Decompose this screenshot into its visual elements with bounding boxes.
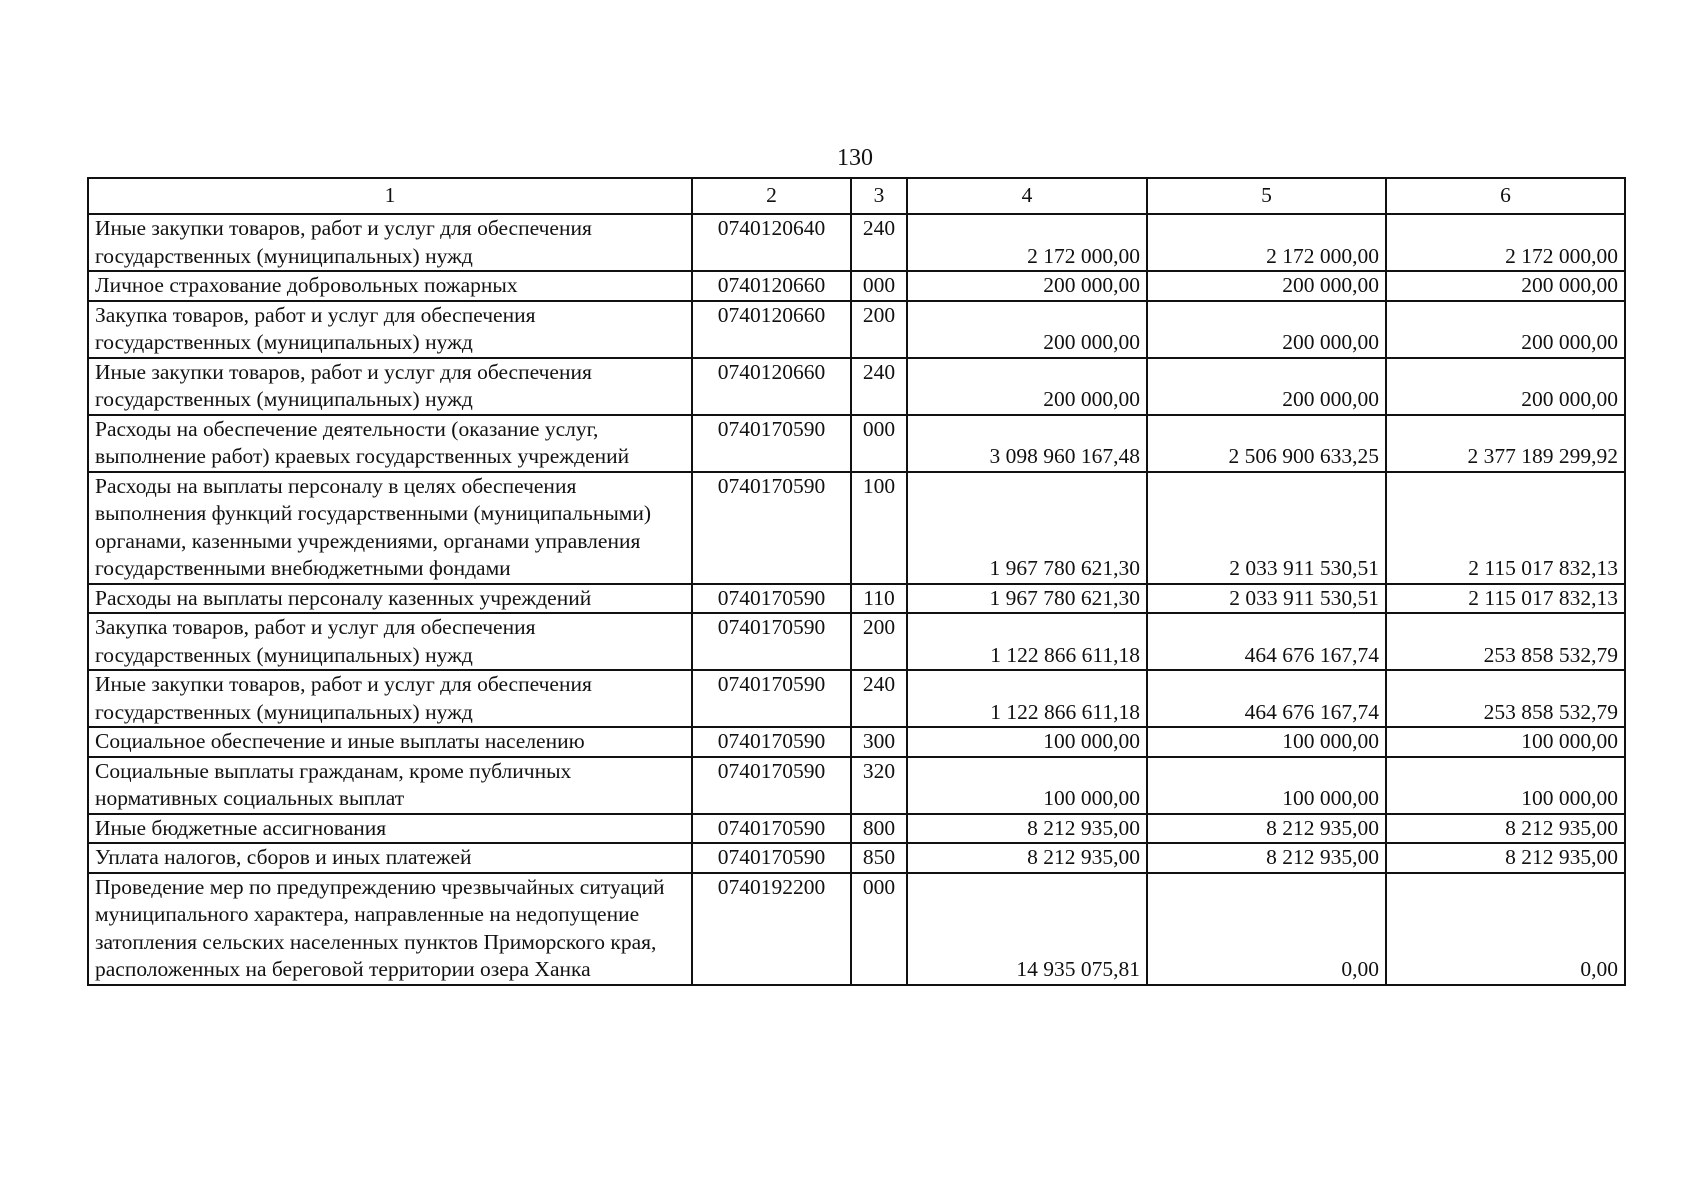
row-code: 0740192200: [692, 873, 851, 985]
row-code: 0740170590: [692, 814, 851, 844]
row-value-6: 2 172 000,00: [1386, 214, 1625, 271]
row-value-5: 464 676 167,74: [1147, 670, 1386, 727]
table-row: [88, 301, 1625, 358]
header-col-1: 1: [88, 178, 692, 214]
row-code: 0740170590: [692, 843, 851, 873]
row-code: 0740120660: [692, 301, 851, 358]
row-type: 200: [851, 613, 907, 670]
row-value-5: 100 000,00: [1147, 727, 1386, 757]
row-code: 0740120640: [692, 214, 851, 271]
row-type: 110: [851, 584, 907, 614]
header-col-6: 6: [1386, 178, 1625, 214]
row-name: Иные закупки товаров, работ и услуг для обеспечения государственных (муниципальных) нужд: [88, 214, 692, 271]
header-col-3: 3: [851, 178, 907, 214]
row-value-4: 200 000,00: [907, 301, 1147, 358]
row-code: 0740170590: [692, 584, 851, 614]
row-value-6: 8 212 935,00: [1386, 814, 1625, 844]
row-type: 300: [851, 727, 907, 757]
row-name: Проведение мер по предупреждению чрезвычайных ситуаций муниципального характера, направленные на недопущение затопления сельских населенных пунктов Приморского края, расположенных на береговой территории озера Ханка: [88, 873, 692, 985]
row-type: 850: [851, 843, 907, 873]
row-code: 0740170590: [692, 727, 851, 757]
row-value-6: 200 000,00: [1386, 358, 1625, 415]
row-code: 0740170590: [692, 472, 851, 584]
row-code: 0740170590: [692, 757, 851, 814]
table-row: [88, 814, 1625, 844]
row-code: 0740170590: [692, 613, 851, 670]
row-value-4: 1 122 866 611,18: [907, 670, 1147, 727]
row-value-5: 2 033 911 530,51: [1147, 584, 1386, 614]
row-value-4: 3 098 960 167,48: [907, 415, 1147, 472]
row-value-5: 200 000,00: [1147, 358, 1386, 415]
table-body: [88, 214, 1625, 985]
row-type: 240: [851, 214, 907, 271]
row-value-5: 464 676 167,74: [1147, 613, 1386, 670]
row-name: Социальные выплаты гражданам, кроме публичных нормативных социальных выплат: [88, 757, 692, 814]
row-type: 200: [851, 301, 907, 358]
row-value-5: 2 172 000,00: [1147, 214, 1386, 271]
table-row: [88, 757, 1625, 814]
row-value-5: 200 000,00: [1147, 271, 1386, 301]
header-col-4: 4: [907, 178, 1147, 214]
row-value-5: 200 000,00: [1147, 301, 1386, 358]
table-row: [88, 358, 1625, 415]
row-value-6: 2 115 017 832,13: [1386, 472, 1625, 584]
row-value-4: 200 000,00: [907, 271, 1147, 301]
row-name: Расходы на обеспечение деятельности (оказание услуг, выполнение работ) краевых государственных учреждений: [88, 415, 692, 472]
table-row: [88, 727, 1625, 757]
table-row: [88, 214, 1625, 271]
row-value-6: 2 377 189 299,92: [1386, 415, 1625, 472]
row-code: 0740170590: [692, 415, 851, 472]
row-value-4: 8 212 935,00: [907, 843, 1147, 873]
row-value-4: 14 935 075,81: [907, 873, 1147, 985]
table-row: [88, 873, 1625, 985]
row-value-4: 8 212 935,00: [907, 814, 1147, 844]
table-row: [88, 472, 1625, 584]
row-name: Иные бюджетные ассигнования: [88, 814, 692, 844]
row-type: 100: [851, 472, 907, 584]
header-col-5: 5: [1147, 178, 1386, 214]
row-name: Личное страхование добровольных пожарных: [88, 271, 692, 301]
row-code: 0740170590: [692, 670, 851, 727]
table-row: [88, 670, 1625, 727]
row-value-4: 2 172 000,00: [907, 214, 1147, 271]
row-type: 000: [851, 873, 907, 985]
row-value-4: 200 000,00: [907, 358, 1147, 415]
table-row: [88, 843, 1625, 873]
row-value-6: 253 858 532,79: [1386, 613, 1625, 670]
page-number: 130: [837, 145, 873, 171]
row-value-6: 100 000,00: [1386, 727, 1625, 757]
row-name: Уплата налогов, сборов и иных платежей: [88, 843, 692, 873]
row-type: 800: [851, 814, 907, 844]
row-value-6: 100 000,00: [1386, 757, 1625, 814]
row-type: 000: [851, 271, 907, 301]
row-value-4: 1 122 866 611,18: [907, 613, 1147, 670]
table-row: [88, 271, 1625, 301]
row-value-6: 200 000,00: [1386, 271, 1625, 301]
table-row: [88, 415, 1625, 472]
row-code: 0740120660: [692, 271, 851, 301]
row-type: 240: [851, 670, 907, 727]
row-name: Иные закупки товаров, работ и услуг для обеспечения государственных (муниципальных) нужд: [88, 358, 692, 415]
row-name: Закупка товаров, работ и услуг для обеспечения государственных (муниципальных) нужд: [88, 301, 692, 358]
row-type: 000: [851, 415, 907, 472]
header-col-2: 2: [692, 178, 851, 214]
row-value-6: 8 212 935,00: [1386, 843, 1625, 873]
row-value-5: 100 000,00: [1147, 757, 1386, 814]
budget-table: [87, 177, 1626, 986]
row-value-6: 2 115 017 832,13: [1386, 584, 1625, 614]
row-name: Расходы на выплаты персоналу казенных учреждений: [88, 584, 692, 614]
row-value-5: 2 033 911 530,51: [1147, 472, 1386, 584]
row-value-4: 1 967 780 621,30: [907, 472, 1147, 584]
row-name: Социальное обеспечение и иные выплаты населению: [88, 727, 692, 757]
table-row: [88, 584, 1625, 614]
row-value-6: 253 858 532,79: [1386, 670, 1625, 727]
row-value-4: 100 000,00: [907, 727, 1147, 757]
row-value-5: 8 212 935,00: [1147, 814, 1386, 844]
row-name: Расходы на выплаты персоналу в целях обеспечения выполнения функций государственными (муниципальными) органами, казенными учреждениями, органами управления государственными внебюджетными фондами: [88, 472, 692, 584]
row-value-6: 0,00: [1386, 873, 1625, 985]
table-header: [88, 178, 1625, 214]
row-value-4: 100 000,00: [907, 757, 1147, 814]
row-value-5: 2 506 900 633,25: [1147, 415, 1386, 472]
row-name: Иные закупки товаров, работ и услуг для обеспечения государственных (муниципальных) нужд: [88, 670, 692, 727]
row-type: 320: [851, 757, 907, 814]
header-row: [88, 178, 1625, 214]
row-value-5: 8 212 935,00: [1147, 843, 1386, 873]
row-name: Закупка товаров, работ и услуг для обеспечения государственных (муниципальных) нужд: [88, 613, 692, 670]
row-value-5: 0,00: [1147, 873, 1386, 985]
table-row: [88, 613, 1625, 670]
row-value-4: 1 967 780 621,30: [907, 584, 1147, 614]
row-code: 0740120660: [692, 358, 851, 415]
row-value-6: 200 000,00: [1386, 301, 1625, 358]
row-type: 240: [851, 358, 907, 415]
